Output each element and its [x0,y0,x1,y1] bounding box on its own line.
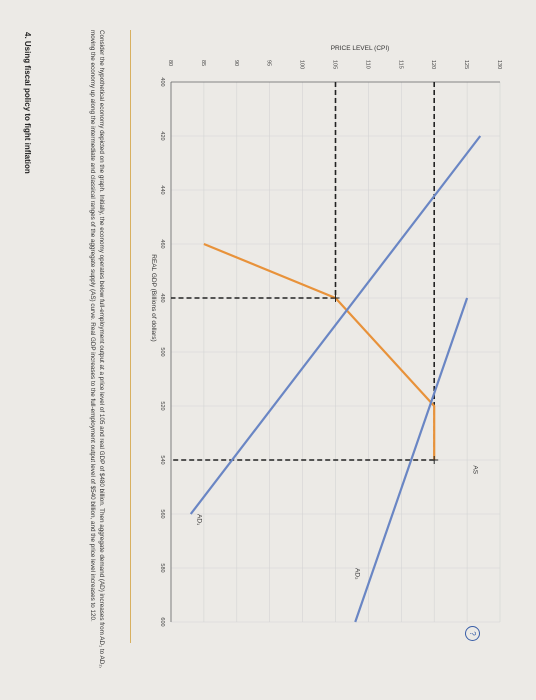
y-tick-label-10: 130 [496,60,502,70]
equilibrium-markers [332,294,439,464]
x-tick-label-10: 600 [159,617,165,627]
x-tick-label-5: 500 [159,347,165,357]
y-tick-label-2: 90 [232,60,239,67]
question-paragraph: Consider the hypothetical economy depicted on the graph. Initially, the economy operates below full-employment output at a price level of 105 and real GDP of $480 billion. Then aggregate demand (AD) increases from AD₁ to AD₂, moving the economy up along the intermediate and classical ranges of the aggregate supply (AS) curve. Real GDP increases to the full-employment output level of $540 billion, and the price level increases to 120. [88,30,105,669]
x-tick-label-6: 520 [159,401,165,411]
y-tick-labels [167,60,502,69]
curve-label-0: AS [471,465,479,475]
y-tick-label-3: 95 [265,60,272,67]
question-heading: 4. Using fiscal policy to fight inflation [23,32,32,174]
x-tick-label-0: 400 [159,77,165,87]
section-divider [130,30,131,643]
curve-labels [195,465,478,580]
x-tick-label-7: 540 [159,455,165,465]
y-tick-label-6: 110 [364,60,371,69]
y-tick-label-5: 105 [331,60,338,70]
y-tick-label-4: 100 [298,60,305,70]
y-axis-title: PRICE LEVEL (CPI) [330,45,390,52]
x-tick-label-9: 580 [159,563,165,573]
x-tick-label-4: 480 [159,293,165,303]
x-tick-label-8: 560 [159,509,165,519]
y-tick-label-8: 120 [430,60,437,70]
x-tick-label-2: 440 [159,185,165,195]
x-tick-label-3: 460 [159,239,165,249]
y-tick-label-7: 115 [397,60,404,69]
x-tick-labels [159,77,165,626]
curve-label-2: AD₂ [353,568,361,580]
y-tick-label-9: 125 [463,60,470,70]
curve-label-1: AD₁ [195,514,203,526]
chart [138,30,508,630]
y-tick-label-0: 80 [167,60,173,67]
help-icon[interactable]: ? [465,626,480,641]
x-tick-label-1: 420 [159,131,165,141]
x-axis-title: REAL GDP (Billions of dollars) [150,254,157,342]
y-tick-label-1: 85 [199,60,206,67]
